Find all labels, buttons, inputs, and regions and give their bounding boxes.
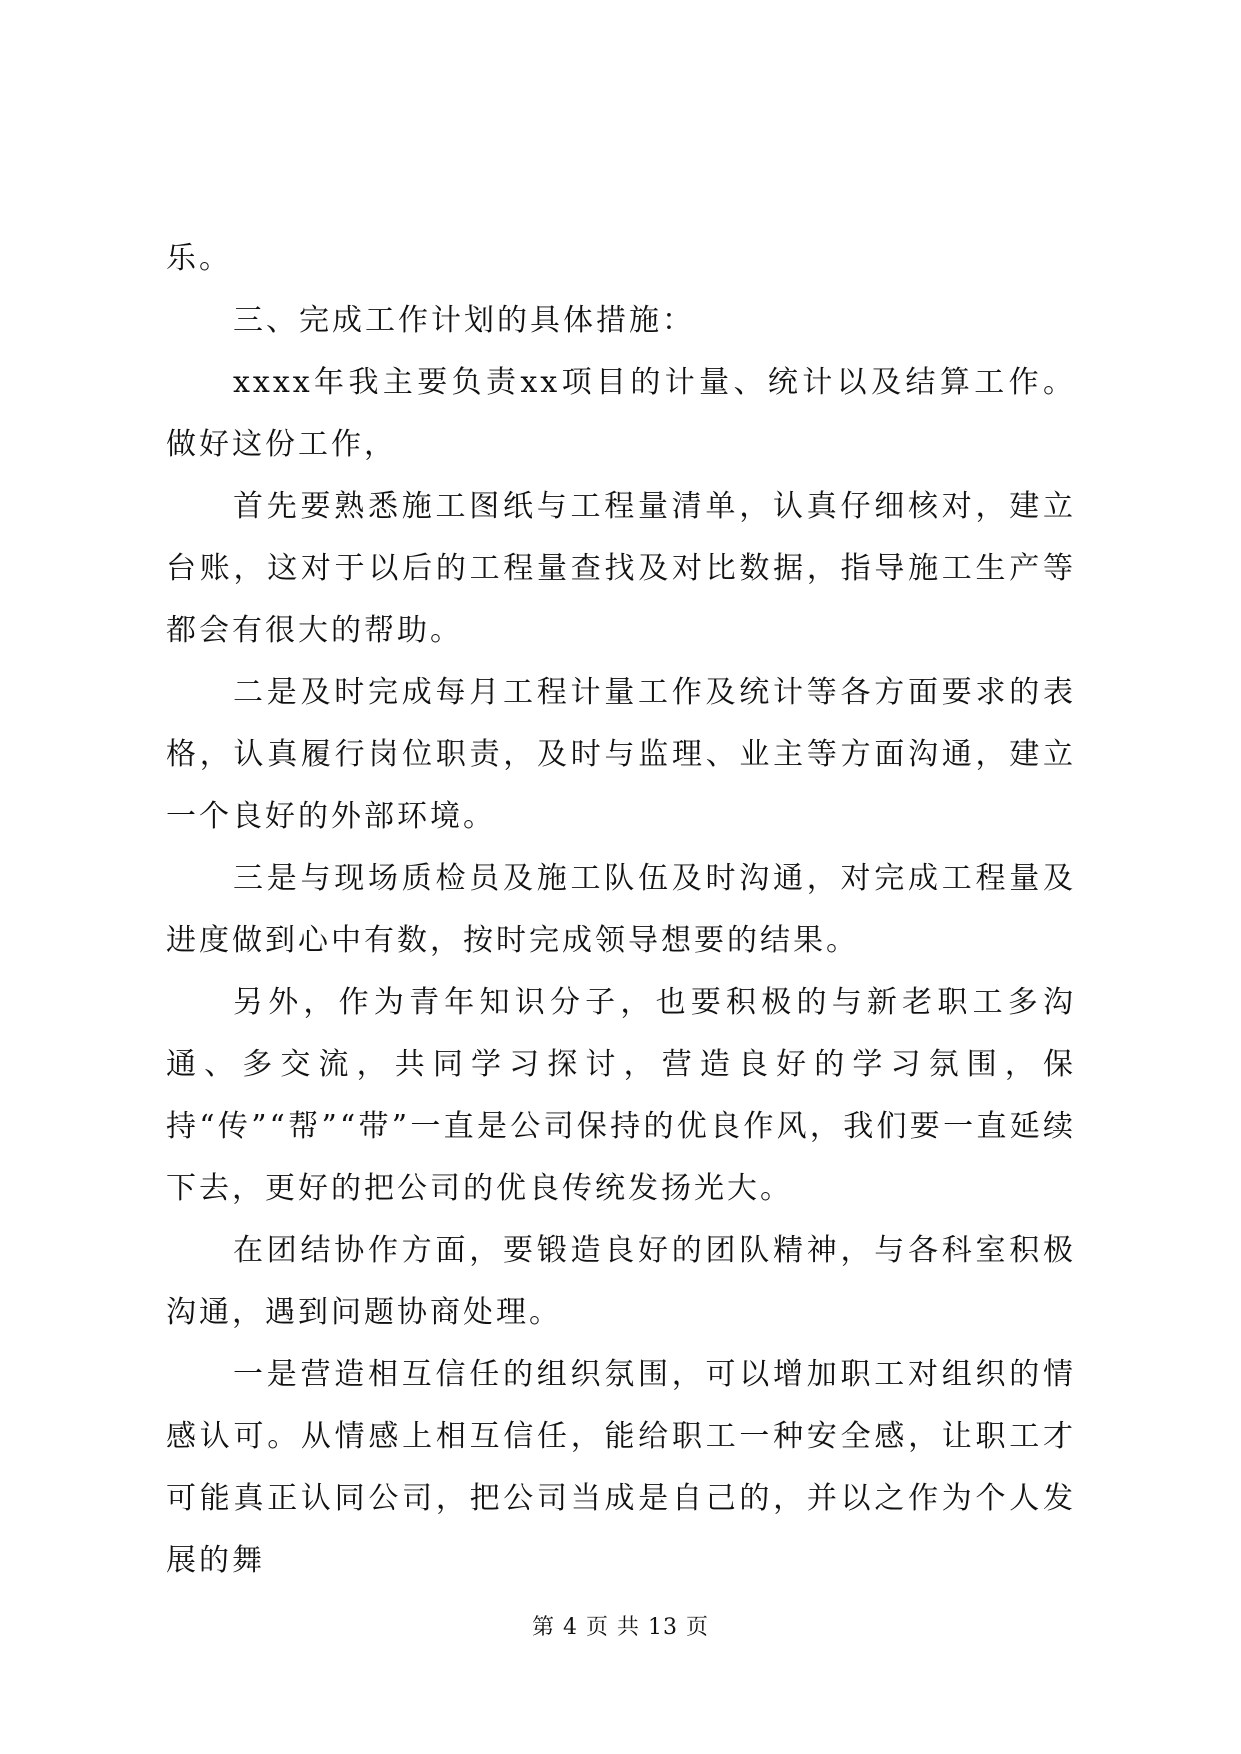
paragraph-5: 二是及时完成每月工程计量工作及统计等各方面要求的表格，认真履行岗位职责，及时与监理、业主等方面沟通，建立一个良好的外部环境。	[166, 675, 1076, 834]
paragraph-8: 在团结协作方面，要锻造良好的团队精神，与各科室积极沟通，遇到问题协商处理。	[166, 1233, 1076, 1330]
paragraph-1: 乐。	[166, 241, 232, 276]
paragraph-9: 一是营造相互信任的组织氛围，可以增加职工对组织的情感认可。从情感上相互信任，能给职工一种安全感，让职工才可能真正认同公司，把公司当成是自己的，并以之作为个人发展的舞	[166, 1357, 1076, 1578]
paragraph-7: 另外，作为青年知识分子，也要积极的与新老职工多沟通、多交流，共同学习探讨，营造良好的学习氛围，保持“传”“帮”“带”一直是公司保持的优良作风，我们要一直延续下去，更好的把公司的优良传统发扬光大。	[166, 985, 1076, 1206]
document-body	[166, 228, 1076, 1592]
page-footer: 第 4 页 共 13 页	[532, 1615, 709, 1640]
paragraph-6: 三是与现场质检员及施工队伍及时沟通，对完成工程量及进度做到心中有数，按时完成领导想要的结果。	[166, 861, 1076, 958]
paragraph-2-heading: 三、完成工作计划的具体措施：	[233, 303, 695, 338]
paragraph-3: xxxx年我主要负责xx项目的计量、统计以及结算工作。做好这份工作，	[166, 365, 1076, 462]
paragraph-4: 首先要熟悉施工图纸与工程量清单，认真仔细核对，建立台账，这对于以后的工程量查找及对比数据，指导施工生产等都会有很大的帮助。	[166, 489, 1076, 648]
